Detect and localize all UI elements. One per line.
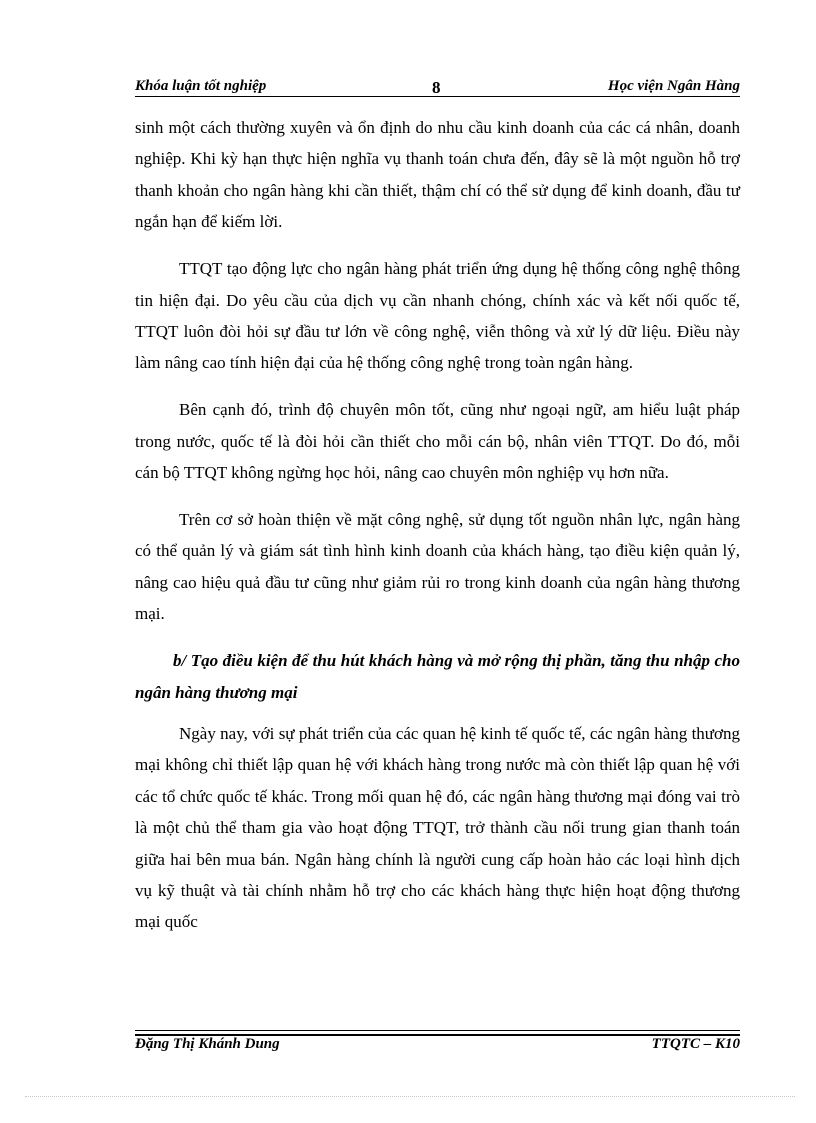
footer-class: TTQTC – K10 xyxy=(651,1036,740,1052)
footer-author: Đặng Thị Khánh Dung xyxy=(135,1036,280,1052)
footer-rule-thin xyxy=(135,1030,740,1031)
paragraph: sinh một cách thường xuyên và ổn định do nhu cầu kinh doanh của các cá nhân, doanh nghiệp. Khi kỳ hạn thực hiện nghĩa vụ thanh toán chưa đến, đây sẽ là một nguồn hỗ trợ thanh khoản cho ngân hàng khi cần thiết, thậm chí có thể sử dụng để kinh doanh, đầu tư ngắn hạn để kiếm lời. xyxy=(135,118,740,232)
section-heading: b/ Tạo điều kiện để thu hút khách hàng và mở rộng thị phần, tăng thu nhập cho ngân hàng thương mại xyxy=(135,651,740,702)
page-footer xyxy=(135,1036,740,1056)
paragraph: Ngày nay, với sự phát triển của các quan hệ kinh tế quốc tế, các ngân hàng thương mại không chỉ thiết lập quan hệ với khách hàng trong nước mà còn thiết lập quan hệ với các tổ chức quốc tế khác. Trong mối quan hệ đó, các ngân hàng thương mại đóng vai trò là một chủ thể tham gia vào hoạt động TTQT, trở thành cầu nối trung gian thanh toán giữa hai bên mua bán. Ngân hàng chính là người cung cấp hoàn hảo các loại hình dịch vụ kỹ thuật và tài chính nhằm hỗ trợ cho các khách hàng thực hiện hoạt động thương mại quốc xyxy=(135,723,740,932)
header-thesis-title: Khóa luận tốt nghiệp xyxy=(135,78,267,94)
page-body xyxy=(135,112,740,953)
paragraph: Bên cạnh đó, trình độ chuyên môn tốt, cũng như ngoại ngữ, am hiểu luật pháp trong nước, quốc tế là đòi hỏi cần thiết cho mỗi cán bộ, nhân viên TTQT. Do đó, mỗi cán bộ TTQT không ngừng học hỏi, nâng cao chuyên môn nghiệp vụ hơn nữa. xyxy=(135,400,740,483)
page-header xyxy=(135,76,740,98)
header-rule xyxy=(135,96,740,97)
paragraph: TTQT tạo động lực cho ngân hàng phát triển ứng dụng hệ thống công nghệ thông tin hiện đại. Do yêu cầu của dịch vụ cần nhanh chóng, chính xác và kết nối quốc tế, TTQT luôn đòi hỏi sự đầu tư lớn về công nghệ, viễn thông và xử lý dữ liệu. Điều này làm nâng cao tính hiện đại của hệ thống công nghệ trong toàn ngân hàng. xyxy=(135,259,740,373)
paragraph: Trên cơ sở hoàn thiện về mặt công nghệ, sử dụng tốt nguồn nhân lực, ngân hàng có thể quản lý và giám sát tình hình kinh doanh của khách hàng, tạo điều kiện quản lý, nâng cao hiệu quả đầu tư cũng như giảm rủi ro trong kinh doanh của ngân hàng thương mại. xyxy=(135,509,740,624)
page-edge-divider xyxy=(25,1096,795,1097)
page-number: 8 xyxy=(432,78,441,97)
header-institution: Học viện Ngân Hàng xyxy=(607,78,740,94)
